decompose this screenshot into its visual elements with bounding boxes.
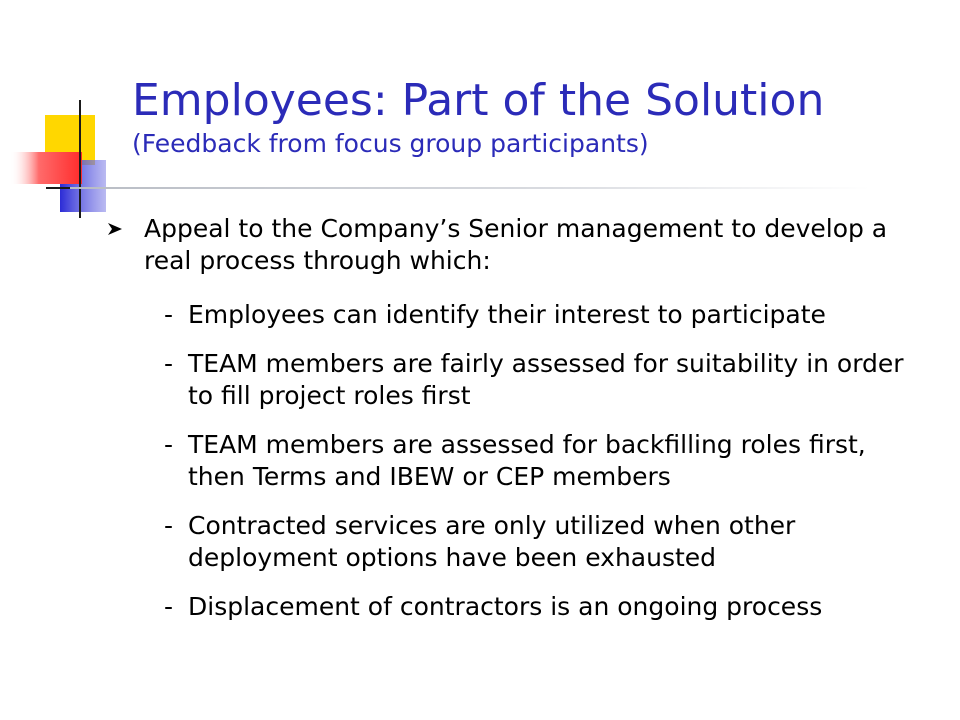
main-bullet-text: Appeal to the Company’s Senior management to develop a real process through which: <box>144 214 888 275</box>
title-divider <box>70 187 870 189</box>
dash-marker: - <box>164 300 174 329</box>
sub-list <box>106 299 916 623</box>
list-item <box>164 591 916 623</box>
slide-subtitle: (Feedback from focus group participants) <box>132 129 649 158</box>
list-item-text: Employees can identify their interest to participate <box>188 300 826 329</box>
dash-marker: - <box>164 511 174 540</box>
list-item <box>164 429 916 493</box>
list-item-text: Displacement of contractors is an ongoing process <box>188 592 823 621</box>
list-item <box>164 348 916 412</box>
list-item-text: Contracted services are only utilized when other deployment options have been exhausted <box>188 511 796 572</box>
main-bullet <box>106 213 916 277</box>
list-item <box>164 299 916 331</box>
list-item <box>164 510 916 574</box>
arrow-bullet-icon <box>108 223 122 235</box>
list-item-text: TEAM members are assessed for backfilling roles first, then Terms and IBEW or CEP members <box>188 430 866 491</box>
list-item-text: TEAM members are fairly assessed for suitability in order to fill project roles first <box>188 349 904 410</box>
corner-logo-icon <box>10 100 120 218</box>
slide-title: Employees: Part of the Solution <box>132 75 825 126</box>
dash-marker: - <box>164 430 174 459</box>
slide-content <box>106 213 916 640</box>
dash-marker: - <box>164 592 174 621</box>
dash-marker: - <box>164 349 174 378</box>
title-block <box>132 74 932 160</box>
